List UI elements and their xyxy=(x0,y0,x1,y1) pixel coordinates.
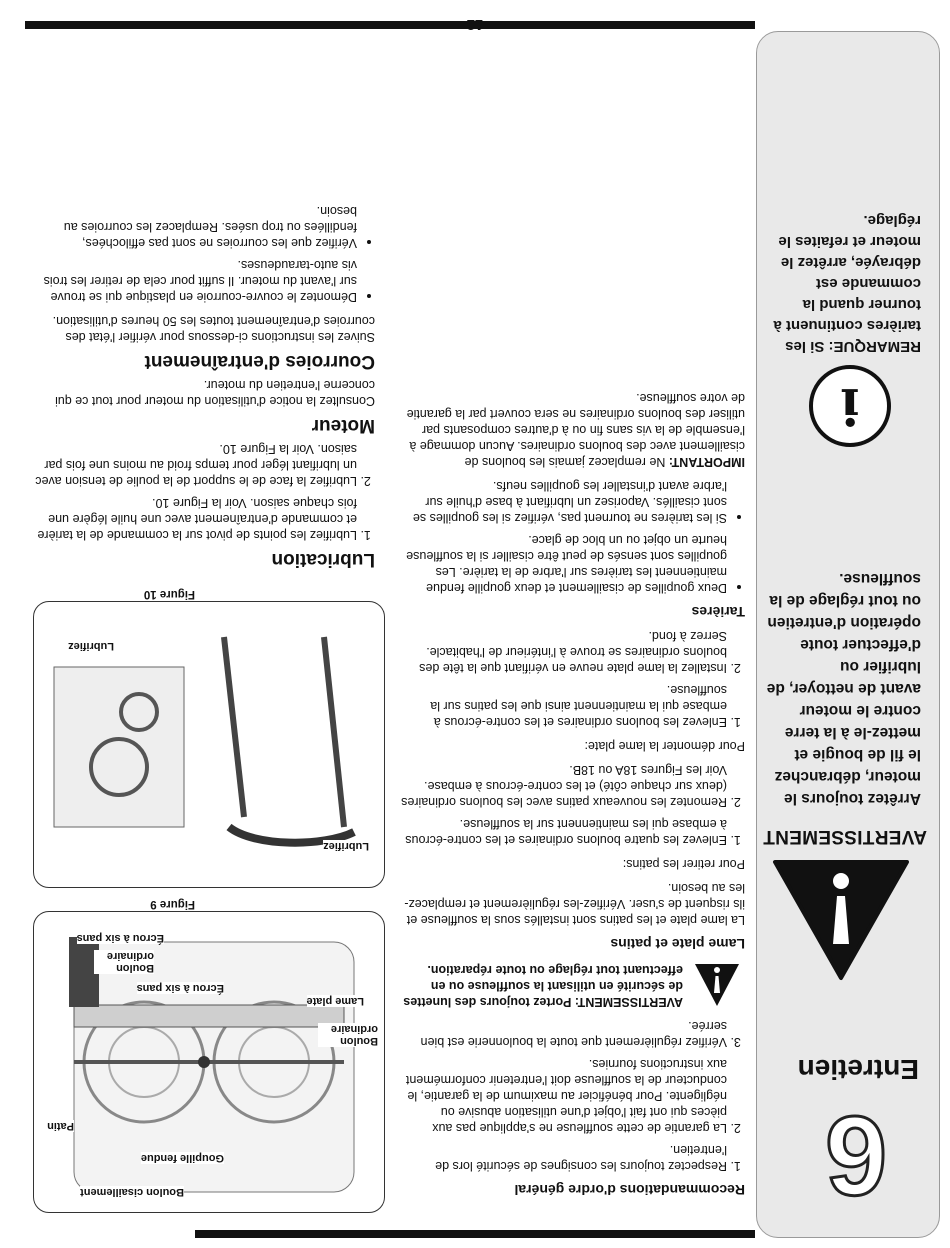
shear-bolt-label: Boulon cisaillement xyxy=(80,1186,184,1198)
chapter-title: Entretien xyxy=(797,1054,919,1085)
lubrication-heading: Lubrication xyxy=(271,549,375,570)
lubricate-label: Lubrifiez xyxy=(323,840,369,852)
snowthrower-auger-diagram xyxy=(34,912,384,1212)
info-icon: i xyxy=(809,365,891,447)
warning-heading: AVERTISSEMENT xyxy=(762,826,927,847)
remove-plate-list xyxy=(400,628,745,730)
general-item: 1. Respectez toujours les consignes de sécurité lors de l'entretien. xyxy=(400,1142,727,1174)
augers-heading: Tarières xyxy=(691,604,745,620)
lubricate-label: Lubrifiez xyxy=(68,640,114,652)
middle-column xyxy=(400,382,745,1198)
chapter-number: 6 xyxy=(824,1093,888,1218)
shave-plate-heading: Lame plate et patins xyxy=(610,936,745,952)
belts-item: • Vérifiez que les courroies ne sont pas effilochées, fendillées ou trop usées. Remplacez les courroies au besoin. xyxy=(30,203,357,251)
lubrication-item: 2. Lubrifiez la face de le support de la poulie de tension avec un lubrifiant léger pour temps froid au moins une fois par saison. Voir la Figure 10. xyxy=(30,441,357,489)
augers-item: • Si les tarières ne tournent pas, vérifiez si les goupilles se sont cisaillés. Vaporisez un lubrifiant à base d'huile sur l'arbre avant d'installer les goupilles neufs. xyxy=(400,478,727,526)
augers-item: • Deux goupilles de cisaillement et deux goupille fendue maintiennent les tarières sur l'arbre de la tarière. Les goupilles sont sensés de peut être cisailler si la souffleuse heurte un objet ou un bloc de glace. xyxy=(400,532,727,596)
hex-nut-label: Écrou à six pans xyxy=(136,982,224,994)
note-text: REMARQUE: Si les tarières continuent à tourner quand la commande est débrayée, arrêtez le moteur et refaites le réglage. xyxy=(773,212,921,355)
figure-9-caption: Figure 9 xyxy=(150,898,195,910)
figure-9 xyxy=(33,911,385,1213)
lubrication-item: 1. Lubrifiez les points de pivot sur la commande de la tarière et commande d'entraînement avec une huile légère une fois chaque saison. Voir la Figure 10. xyxy=(30,495,357,543)
belts-item: • Démontez le couvre-courroie en plastique qui se trouve sur l'avant du moteur. Il suffit pour cela de retirer les trois vis auto-taraudeuses. xyxy=(30,257,357,305)
figure-10-caption: Figure 10 xyxy=(143,588,195,600)
belts-list xyxy=(30,203,375,305)
carriage-bolt-label: Boulon ordinaire xyxy=(318,1023,378,1047)
shave-plate-label: Lame plate xyxy=(306,995,364,1007)
remove-plate-item: 2. Installez la lame plate neuve en vérifiant que la tête des boulons ordinaires se trouve à l'intérieur de l'habitacle. Serrez à fond. xyxy=(400,628,727,676)
skid-label: Patin xyxy=(47,1120,74,1132)
chapter-sidebar xyxy=(756,31,940,1238)
belts-intro: Suivez les instructions ci-dessous pour vérifier l'état des courroies d'entraînement toutes les 50 heures d'utilisation. xyxy=(52,314,375,344)
general-item: 3. Vérifiez régulièrement que toute la boulonnerie est bien serrée. xyxy=(400,1018,727,1050)
general-heading: Recommandations d'ordre général xyxy=(514,1182,745,1198)
augers-list xyxy=(400,478,745,596)
important-text: Ne remplacez jamais les boulons de cisaillement avec des boulons ordinaires. Aucun dommage à l'ensemble de la vis sans fin ou à d'autres composants par utiliser des boulons ordinaires ne sera couvert par la garantie de votre souffleuse. xyxy=(406,391,745,469)
engine-text: Consultez la notice d'utilisation du moteur pour tout ce qui concerne l'entretien du moteur. xyxy=(55,378,375,408)
safety-warning-box xyxy=(400,962,745,1010)
lubrication-list xyxy=(30,441,375,543)
shave-plate-intro: La lame plate et les patins sont installés sous la souffleuse et ils risquent de s'user. Vérifiez-les régulièrement et remplacez-les au besoin. xyxy=(404,881,745,927)
right-column xyxy=(30,195,375,573)
carriage-bolt-label: Boulon ordinaire xyxy=(94,950,154,974)
engine-heading: Moteur xyxy=(311,415,375,436)
remove-plate-item: 1. Enlevez les boulons ordinaires et les contre-écrous à embase qui la maintiennent ainsi que les patins sur la souffleuse. xyxy=(400,682,727,730)
belts-heading: Courroies d'entraînement xyxy=(144,351,375,372)
remove-skids-item: 1. Enlevez les quatre boulons ordinaires et les contre-écrous à embase qui les maintiennent sur la souffleuse. xyxy=(400,816,727,848)
bottom-rule xyxy=(25,21,755,29)
important-note xyxy=(400,390,745,470)
warning-triangle-icon xyxy=(771,857,911,982)
hex-nut-label: Écrou à six pans xyxy=(76,932,164,944)
warning-text: Arrêtez toujours le moteur, débranchez le fil de bougie et mettez-le à la terre contre le moteur avant de nettoyer, de lubrifier ou d'effectuer toute opération d'entretien ou tout réglage de la souffleuse. xyxy=(766,570,921,807)
remove-plate-label: Pour démonter la lame plate: xyxy=(584,739,745,753)
important-label: IMPORTANT: xyxy=(668,455,745,469)
safety-warning-text: AVERTISSEMENT: Portez toujours des lunettes de sécurité en utilisant la souffleuse ou en effectuant tout réglage ou toute réparation. xyxy=(403,963,683,1009)
figure-10 xyxy=(33,601,385,888)
general-item: 2. La garantie de cette souffleuse ne s'applique pas aux pièces qui ont fait l'objet d'une utilisation abusive ou négligente. Pour bénéficier au maximum de la garantie, le conducteur de la souffleuse doit l'entretenir conformément aux instructions fournies. xyxy=(400,1056,727,1136)
top-rule xyxy=(195,1230,755,1238)
warning-triangle-icon xyxy=(693,960,741,1008)
remove-skids-list xyxy=(400,762,745,848)
remove-skids-label: Pour retirer les patins: xyxy=(622,857,745,871)
general-list xyxy=(400,1018,745,1174)
cotter-pin-label: Goupille fendue xyxy=(140,1152,224,1164)
remove-skids-item: 2. Remontez les nouveaux patins avec les boulons ordinaires (deux sur chaque côté) et les contre-écrous à embase. Voir les Figures 18A ou 18B. xyxy=(400,762,727,810)
